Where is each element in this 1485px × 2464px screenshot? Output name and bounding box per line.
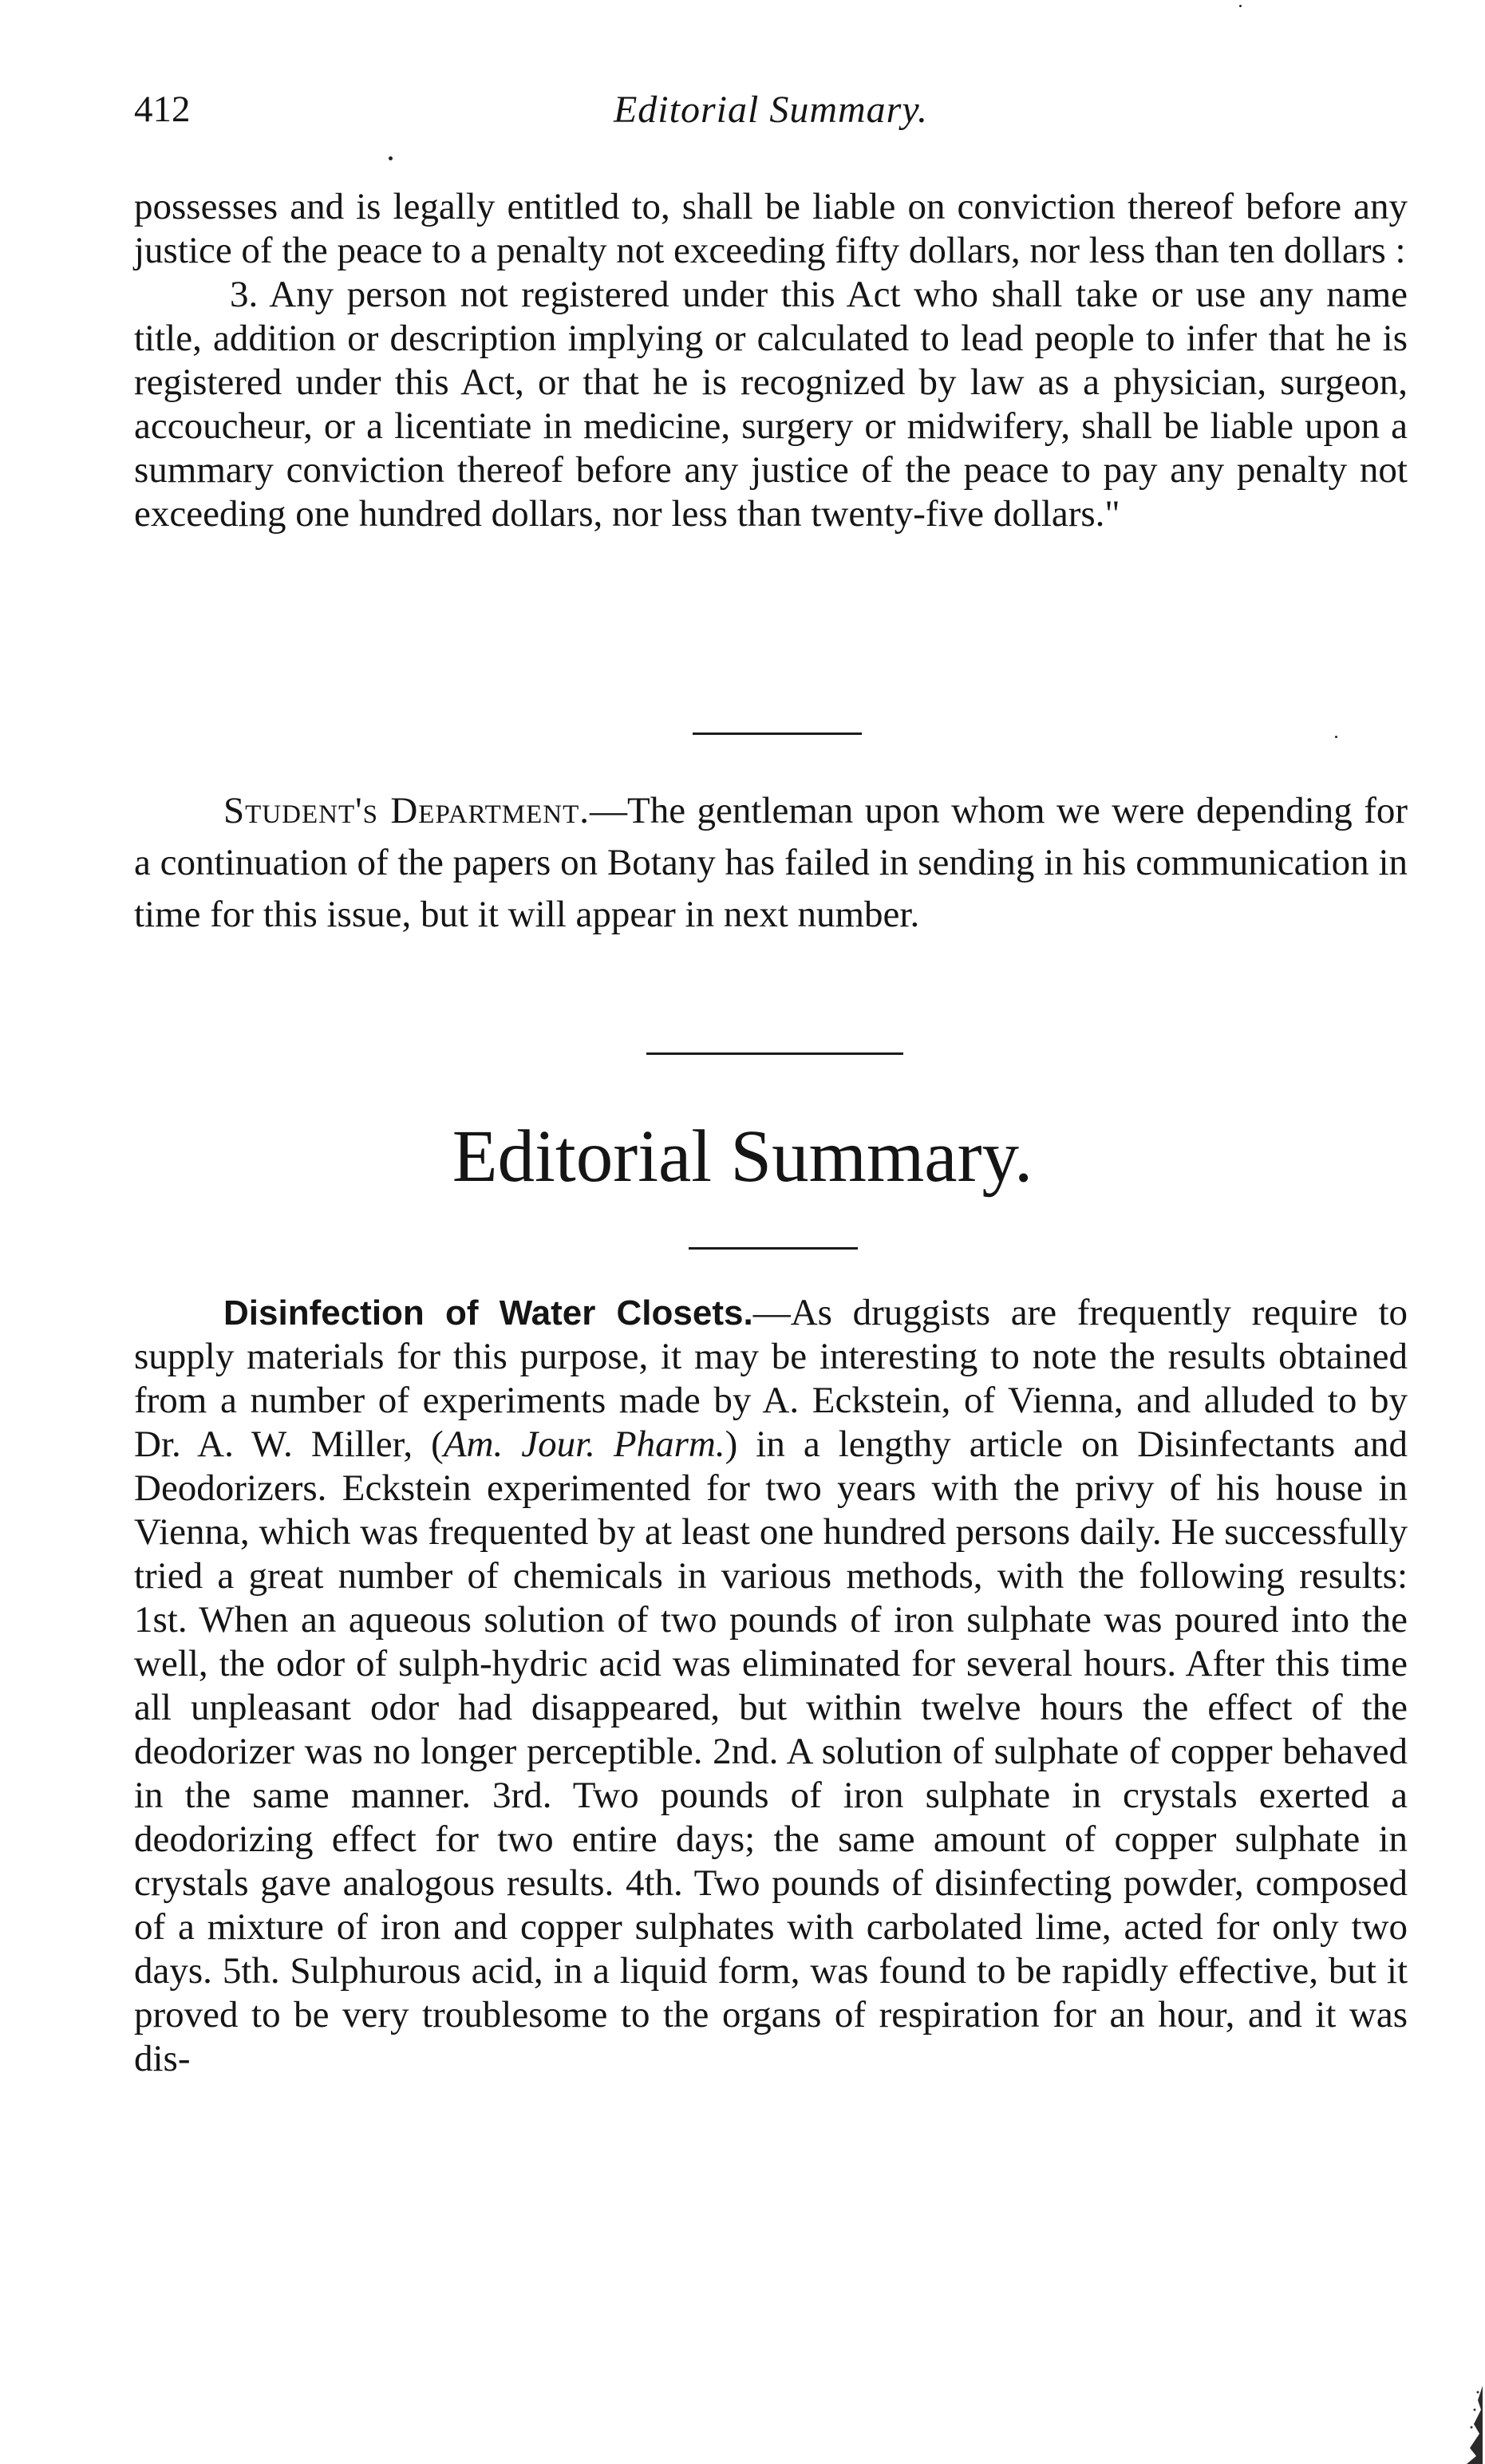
legal-clause-3-paragraph: 3. Any person not registered under this Act who shall take or use any name title, addition or description implying or calculated to lead people to infer that he is registered under this Act, or that he is recognized by law as a physician, surgeon, accoucheur, or a licentiate in medicine, surgery or midwifery, shall be liable upon a summary conviction thereof before any justice of the peace to pay any penalty not exceeding one hundred dollars, nor less than twenty-five dollars." [134, 274, 1408, 535]
article-text-part-1: —As druggists are frequently require to supply materials for this purpose, it may be interesting to note the results obtained from a number of experiments made by A. Eckstein, of Vienna, and alluded to by Dr. A. W. Miller, ( [134, 1292, 1408, 1465]
running-title: Editorial Summary. [613, 89, 928, 131]
section-title: Editorial Summary. [452, 1116, 1033, 1198]
page-number: 412 [134, 89, 191, 130]
students-department-paragraph [134, 785, 1408, 941]
page-header [134, 88, 1408, 144]
legal-text-block [134, 185, 1408, 536]
print-speck [389, 156, 393, 160]
print-speck [1239, 5, 1242, 7]
journal-citation: Am. Jour. Pharm. [443, 1424, 725, 1465]
print-speck [1335, 736, 1337, 738]
separator-rule [689, 1247, 858, 1250]
article-heading: Disinfection of Water Closets. [223, 1293, 753, 1333]
legal-continuation-paragraph: possesses and is legally entitled to, shall be liable on conviction thereof before any justice of the peace to a penalty not exceeding fifty dollars, nor less than ten dollars : [134, 186, 1408, 271]
students-department-label: Student's Department. [223, 790, 590, 831]
summary-article-paragraph [134, 1291, 1408, 2081]
page-edge-damage [1462, 2386, 1483, 2464]
students-department-text: —The gentleman upon whom we were depending for a continuation of the papers on Botany has failed in sending in his communication in time for this issue, but it will appear in next number. [134, 790, 1408, 935]
separator-rule [646, 1052, 903, 1055]
article-text-part-2: ) in a lengthy article on Disinfectants and Deodorizers. Eckstein experimented for two years with the privy of his house in Vienna, which was frequented by at least one hundred persons daily. He successfully tried a great number of chemicals in various methods, with the following results: 1st. When an aqueous solution of two pounds of iron sulphate was poured into the well, the odor of sulph-hydric acid was eliminated for several hours. After this time all unpleasant odor had disappeared, but within twelve hours the effect of the deodorizer was no longer perceptible. 2nd. A solution of sulphate of copper behaved in the same manner. 3rd. Two pounds of iron sulphate in crystals exerted a deodorizing effect for two entire days; the same amount of copper sulphate in crystals gave analogous results. 4th. Two pounds of disinfecting powder, composed of a mixture of iron and copper sulphates with carbolated lime, acted for only two days. 5th. Sulphurous acid, in a liquid form, was found to be rapidly effective, but it proved to be very troublesome to the organs of respiration for an hour, and it was dis- [134, 1424, 1408, 2079]
separator-rule [693, 732, 862, 735]
